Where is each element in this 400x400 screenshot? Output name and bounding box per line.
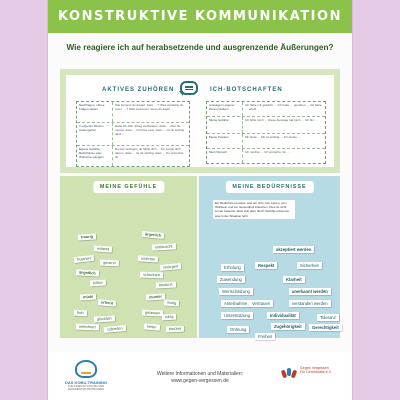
gegen-vergessen-logo: Gegen Vergessen Für Demokratie e.V. bbox=[282, 366, 344, 375]
need-tile: Wertschätzung bbox=[219, 288, 253, 295]
feeling-tile: munter bbox=[146, 293, 165, 300]
table-row: Nachfragen, offene Fragen stellen Wie kommst du darauf, dass … ? Was verstehst du unter … ? Was meinst du, wenn du sagst … bbox=[77, 102, 189, 123]
poster-subtitle: Wie reagiere ich auf herabsetzende und ausgrenzende Äußerungen? bbox=[66, 43, 334, 52]
website-link[interactable]: www.gegen-vergessen.de bbox=[171, 378, 229, 384]
need-tile: Individualität bbox=[267, 312, 299, 319]
table-row: Meine Gefühle Ich fühle mich … Diese Aussage hat mich … Ich bin … bbox=[207, 117, 325, 134]
feeling-tile: zufrieden bbox=[104, 325, 126, 333]
table-row: Mein Wunsch Ich möchte … Ich wünsche mir … bbox=[207, 149, 325, 163]
hands-icon bbox=[282, 368, 298, 380]
table-row: Eigene Gefühle, Bedürfnisse oder Wünsche spiegeln Du bist verärgert, du fühlst dich … Du sorgst dich darum, dass … Ist dir wichtig, dass … Du wünschst dir … bbox=[77, 146, 189, 166]
i-messages-heading: ICH-BOTSCHAFTEN bbox=[210, 87, 283, 93]
need-tile: Erholung bbox=[221, 264, 244, 271]
speech-bubble-icon bbox=[180, 81, 198, 95]
needs-heading: MEINE BEDÜRFNISSE bbox=[225, 181, 313, 193]
footer bbox=[48, 352, 352, 400]
feeling-tile: hilflos bbox=[90, 279, 106, 286]
need-tile: verstanden werden bbox=[289, 300, 331, 307]
feeling-tile: ärgerlich bbox=[142, 231, 164, 239]
need-tile: Vertrauen bbox=[249, 300, 273, 307]
need-tile: Sicherheit bbox=[297, 262, 322, 269]
need-tile: akzeptiert werden bbox=[273, 246, 314, 253]
poster bbox=[48, 0, 352, 400]
need-tile: Respekt bbox=[255, 262, 277, 269]
feeling-tile: müde bbox=[80, 293, 97, 300]
feeling-tile: wütend bbox=[94, 245, 113, 252]
need-tile: Unterstützung bbox=[221, 312, 253, 319]
needs-description: Ein Bedürfnis ist etwas, was wir (ich) zum Leben, zum Wohlsein und zur Gesundheit brauchen. Dies ist nicht immer bewusst, lässt sich aber durch Gefühle erkennen, was in der Situation fehlt. bbox=[213, 200, 295, 219]
feelings-heading: MEINE GEFÜHLE bbox=[93, 181, 164, 193]
table-row: In eigenen Worten wiedergeben Habe ich dich richtig verstanden, dass … Also du meinst, dass … Ich höre raus, dass … Ist dir wichtig, dass … bbox=[77, 123, 189, 146]
feeling-tile: berührt bbox=[166, 326, 184, 333]
feeling-tile: bestürzt bbox=[156, 281, 176, 288]
needs-section bbox=[199, 176, 340, 338]
feeling-tile: verärgert bbox=[160, 263, 182, 271]
feeling-tile: schockiert bbox=[140, 272, 163, 279]
feeling-tile: heiter bbox=[144, 323, 160, 330]
kobu-logo: DAS KOBU-TRAINING FÜR KONFLIKTLÖSUNG UND ARGUMENTATIONSTRAINING bbox=[56, 360, 116, 391]
feeling-tile: mutig bbox=[164, 299, 180, 306]
need-tile: Anteilnahme bbox=[221, 300, 250, 307]
feeling-tile: erfreut bbox=[98, 299, 116, 307]
feeling-tile: erleichtert bbox=[76, 324, 99, 331]
poster-title-banner bbox=[48, 0, 352, 33]
need-tile: Klarheit bbox=[283, 276, 305, 283]
active-listening-table bbox=[76, 101, 190, 167]
feelings-section bbox=[60, 176, 197, 338]
need-tile: anerkannt werden bbox=[289, 288, 331, 295]
table-row: Aussage in eigener Person äußern Ich habe mir gedacht … Ich habe … gesehen … Ich habe … erlebt bbox=[207, 102, 325, 117]
feeling-tile: glücklich bbox=[94, 315, 115, 322]
need-tile: Freiheit bbox=[255, 333, 275, 340]
feeling-tile: ängstlich bbox=[76, 269, 99, 276]
info-text: Weitere Informationen und Materialien: www.gegen-vergessen.de bbox=[48, 371, 352, 385]
feeling-tile: genervt bbox=[100, 260, 119, 267]
feeling-tile: frustriert bbox=[74, 255, 94, 263]
poster-title: KONSTRUKTIVE KOMMUNIKATION bbox=[58, 9, 342, 24]
i-messages-table bbox=[206, 101, 326, 164]
need-tile: Gerechtigkeit bbox=[309, 324, 342, 331]
feeling-tile: ruhig bbox=[162, 314, 177, 321]
need-tile: Ordnung bbox=[227, 326, 249, 333]
feeling-tile: unsicher bbox=[138, 255, 159, 262]
need-tile: Toleranz bbox=[317, 314, 339, 321]
feeling-tile: gelassen bbox=[142, 309, 163, 316]
feeling-tile: enttäuscht bbox=[152, 243, 176, 250]
table-row: Meine Position Mir finde … Mir ist wichtig … Ich denke … bbox=[207, 134, 325, 149]
feeling-tile: froh bbox=[74, 310, 87, 317]
need-tile: Zugehörigkeit bbox=[271, 323, 305, 330]
need-tile: Zuwendung bbox=[217, 276, 245, 283]
active-listening-heading: AKTIVES ZUHÖREN bbox=[102, 87, 175, 93]
feeling-tile: traurig bbox=[78, 234, 96, 241]
communication-card bbox=[60, 69, 340, 173]
